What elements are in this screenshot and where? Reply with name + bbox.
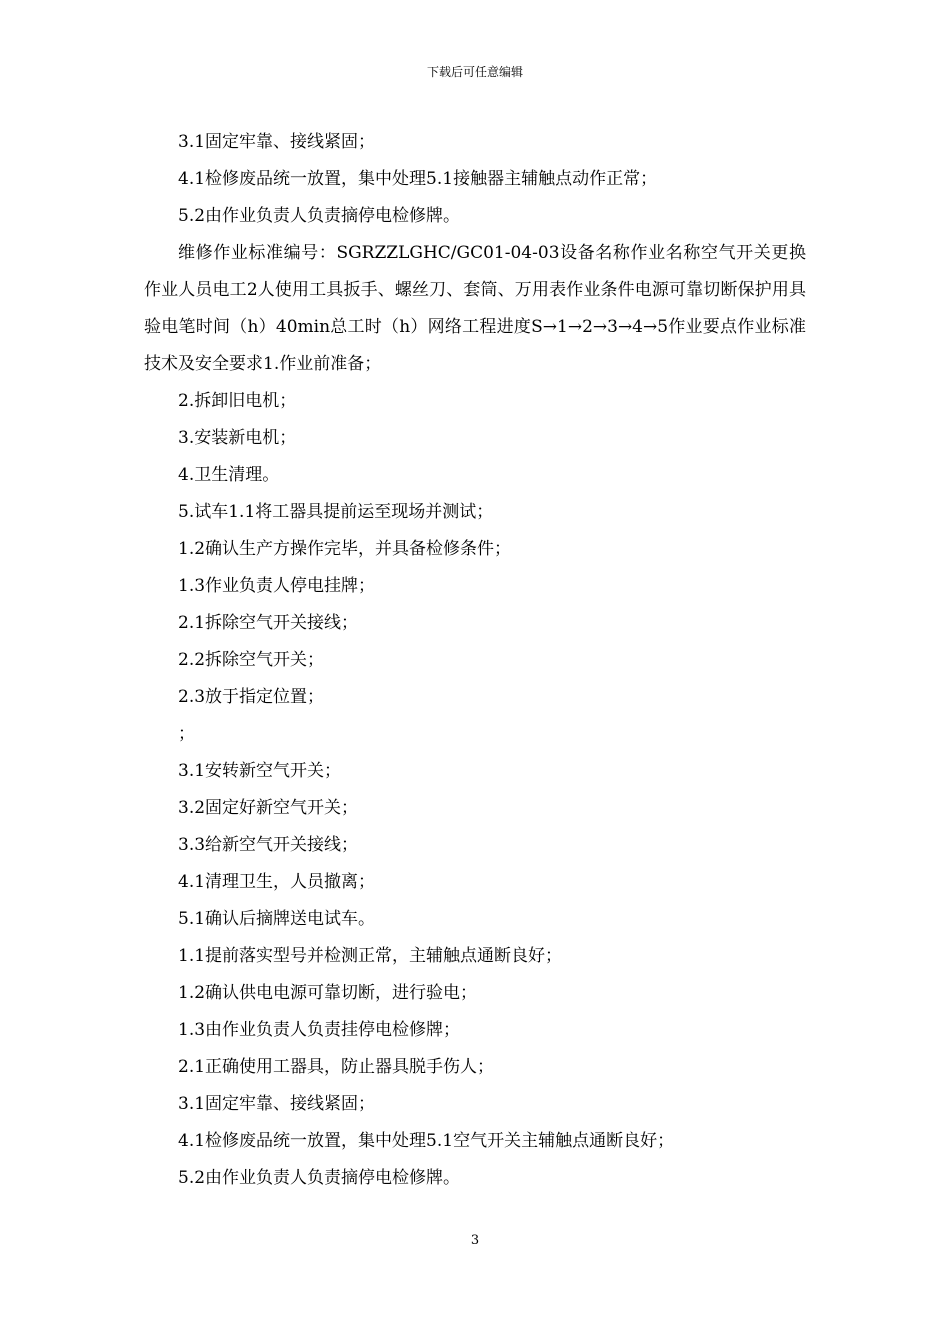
page-number: 3 bbox=[470, 1233, 480, 1248]
paragraph: 3.1固定牢靠、接线紧固； bbox=[178, 1094, 376, 1114]
paragraph: 4.1检修废品统一放置，集中处理5.1接触器主辅触点动作正常； bbox=[178, 169, 658, 189]
paragraph: 3.安装新电机； bbox=[178, 428, 297, 448]
paragraph: 1.3由作业负责人负责挂停电检修牌； bbox=[178, 1020, 461, 1040]
paragraph: 4.卫生清理。 bbox=[178, 465, 280, 485]
paragraph: 1.2确认生产方操作完毕，并具备检修条件； bbox=[178, 539, 512, 559]
paragraph-standard-description: 维修作业标准编号：SGRZZLGHC/GC01-04-03设备名称作业名称空气开关更换作业人员电工2人使用工具扳手、螺丝刀、套筒、万用表作业条件电源可靠切断保护用具验电笔时间（h）40min总工时（h）网络工程进度S→1→2→3→4→5作业要点作业标准技术及安全要求1.作业前准备； bbox=[144, 243, 806, 374]
paragraph: 2.拆卸旧电机； bbox=[178, 391, 297, 411]
paragraph: 2.2拆除空气开关； bbox=[178, 650, 325, 670]
paragraph: 1.1提前落实型号并检测正常，主辅触点通断良好； bbox=[178, 946, 563, 966]
paragraph: 2.1正确使用工器具，防止器具脱手伤人； bbox=[178, 1057, 495, 1077]
page-header: 下载后可任意编辑 bbox=[426, 65, 523, 79]
paragraph: 3.2固定好新空气开关； bbox=[178, 798, 359, 818]
paragraph: 3.3给新空气开关接线； bbox=[178, 835, 359, 855]
paragraph: 5.1确认后摘牌送电试车。 bbox=[178, 909, 376, 929]
paragraph: ； bbox=[178, 724, 195, 744]
document-body bbox=[144, 124, 806, 1197]
paragraph: 1.2确认供电电源可靠切断，进行验电； bbox=[178, 983, 478, 1003]
paragraph: 2.1拆除空气开关接线； bbox=[178, 613, 359, 633]
paragraph: 5.试车1.1将工器具提前运至现场并测试； bbox=[178, 502, 494, 522]
paragraph: 4.1清理卫生，人员撤离； bbox=[178, 872, 376, 892]
paragraph: 3.1固定牢靠、接线紧固； bbox=[178, 132, 376, 152]
paragraph: 5.2由作业负责人负责摘停电检修牌。 bbox=[178, 206, 461, 226]
paragraph: 3.1安转新空气开关； bbox=[178, 761, 342, 781]
paragraph: 2.3放于指定位置； bbox=[178, 687, 325, 707]
paragraph: 1.3作业负责人停电挂牌； bbox=[178, 576, 376, 596]
paragraph: 5.2由作业负责人负责摘停电检修牌。 bbox=[178, 1168, 461, 1188]
paragraph: 4.1检修废品统一放置，集中处理5.1空气开关主辅触点通断良好； bbox=[178, 1131, 675, 1151]
